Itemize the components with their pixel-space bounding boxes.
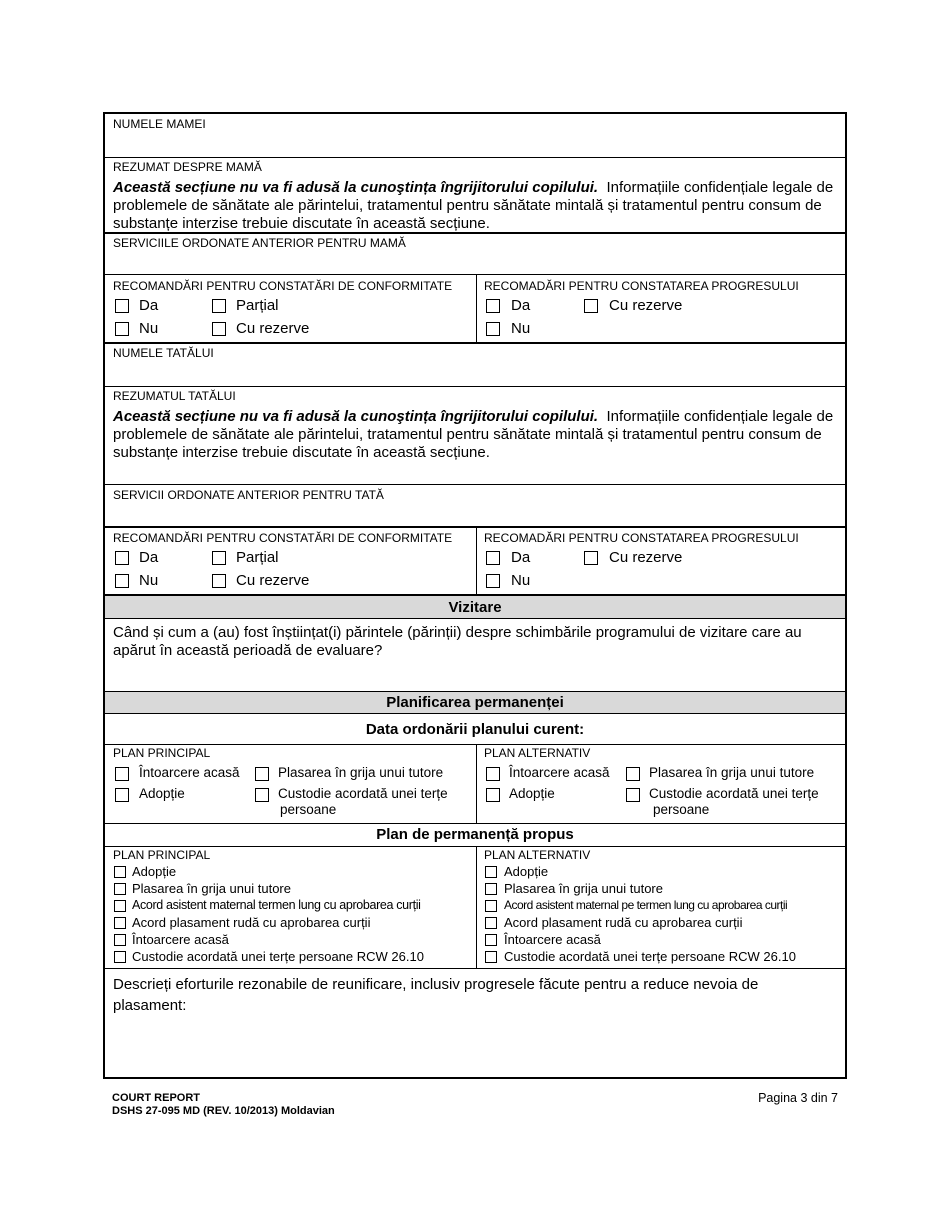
father-services-section[interactable] [105, 484, 845, 526]
footer-form-id: DSHS 27-095 MD (REV. 10/2013) Moldavian [112, 1105, 335, 1117]
option-custody-cont: persoane [280, 802, 337, 817]
father-recommendations [105, 526, 845, 594]
proposed-principal-custody-checkbox[interactable] [114, 951, 126, 963]
option-da: Da [511, 549, 531, 566]
proposed-principal-guardian-checkbox[interactable] [114, 883, 126, 895]
mother-compliance-partial-checkbox[interactable] [212, 299, 226, 313]
option-partial: Parțial [236, 549, 279, 566]
proposed-alternative-guardian: Plasarea în grija unui tutore [504, 881, 663, 896]
visitation-header [105, 594, 845, 618]
visitation-section[interactable] [105, 618, 845, 691]
father-progress-da-checkbox[interactable] [486, 551, 500, 565]
option-guardian: Plasarea în grija unui tutore [278, 765, 444, 780]
proposed-alternative-relative: Acord plasament rudă cu aprobarea curții [504, 915, 743, 930]
father-compliance-da-checkbox[interactable] [115, 551, 129, 565]
option-cu-rezerve: Cu rezerve [609, 297, 683, 314]
mother-services-label: SERVICIILE ORDONATE ANTERIOR PENTRU MAMĂ [113, 236, 406, 250]
permanency-header [105, 691, 845, 713]
principal-adoption-checkbox[interactable] [115, 788, 129, 802]
plan-alternativ-label: PLAN ALTERNATIV [484, 746, 591, 760]
principal-return-checkbox[interactable] [115, 767, 129, 781]
mother-compliance-cu-rezerve-checkbox[interactable] [212, 322, 226, 336]
proposed-principal-return-checkbox[interactable] [114, 934, 126, 946]
permanency-title: Planificarea permanenței [386, 694, 564, 711]
proposed-principal-adoption-checkbox[interactable] [114, 866, 126, 878]
option-nu: Nu [511, 320, 531, 337]
progress-label: RECOMADĂRI PENTRU CONSTATAREA PROGRESULUI [484, 531, 799, 545]
proposed-principal-custody: Custodie acordată unei terțe persoane RCW 26.10 [132, 949, 424, 964]
father-compliance-partial-checkbox[interactable] [212, 551, 226, 565]
mother-progress-nu-checkbox[interactable] [486, 322, 500, 336]
column-divider [476, 528, 477, 594]
father-confidential-bold: Această secțiune nu va fi adusă la cunoştința îngrijitorului copilului. [113, 408, 599, 425]
proposed-principal-return: Întoarcere acasă [132, 932, 229, 947]
option-cu-rezerve: Cu rezerve [236, 572, 310, 589]
plan-principal-label: PLAN PRINCIPAL [113, 848, 211, 862]
option-partial: Parțial [236, 297, 279, 314]
option-cu-rezerve: Cu rezerve [236, 320, 310, 337]
proposed-principal-guardian: Plasarea în grija unui tutore [132, 881, 291, 896]
father-compliance-cu-rezerve-checkbox[interactable] [212, 574, 226, 588]
option-return-home: Întoarcere acasă [509, 765, 610, 780]
compliance-label: RECOMANDĂRI PENTRU CONSTATĂRI DE CONFORMITATE [113, 531, 453, 545]
option-nu: Nu [139, 320, 159, 337]
mother-confidential-text: Informațiile confidențiale legale de problemele de sănătate ale părintelui, tratamentul pentru sănătate mintală și tratamentul pentru consum de substanțe interzise trebuie discutate în această secțiune. [113, 179, 834, 232]
mother-summary-label: REZUMAT DESPRE MAMĂ [113, 160, 262, 174]
proposed-alternative-foster-checkbox[interactable] [485, 900, 497, 912]
reunification-question: Descrieți eforturile rezonabile de reunificare, inclusiv progresele făcute pentru a reduce nevoia de plasament: [113, 976, 759, 1014]
principal-guardian-checkbox[interactable] [255, 767, 269, 781]
column-divider [476, 847, 477, 968]
column-divider [476, 275, 477, 342]
page-number: Pagina 3 din 7 [758, 1091, 838, 1105]
proposed-principal-adoption: Adopție [132, 864, 177, 879]
option-da: Da [139, 549, 159, 566]
father-name-section[interactable] [105, 342, 845, 386]
current-plan-date-section[interactable] [105, 713, 845, 744]
mother-recommendations [105, 274, 845, 342]
mother-progress-da-checkbox[interactable] [486, 299, 500, 313]
mother-confidential-note [113, 179, 835, 233]
proposed-alternative-custody: Custodie acordată unei terțe persoane RCW 26.10 [504, 949, 796, 964]
proposed-principal-relative: Acord plasament rudă cu aprobarea curții [132, 915, 371, 930]
alternative-custody-checkbox[interactable] [626, 788, 640, 802]
option-guardian: Plasarea în grija unui tutore [649, 765, 815, 780]
option-custody-cont: persoane [653, 802, 710, 817]
option-adoption: Adopție [509, 786, 555, 801]
father-progress-nu-checkbox[interactable] [486, 574, 500, 588]
progress-label: RECOMADĂRI PENTRU CONSTATAREA PROGRESULUI [484, 279, 799, 293]
mother-compliance-da-checkbox[interactable] [115, 299, 129, 313]
proposed-alternative-adoption-checkbox[interactable] [485, 866, 497, 878]
visitation-question: Când și cum a (au) fost înștiințat(i) părintele (părinții) despre schimbările programului de vizitare care au apărut în această perioadă de evaluare? [113, 624, 802, 659]
option-da: Da [511, 297, 531, 314]
mother-confidential-bold: Această secțiune nu va fi adusă la cunoştința îngrijitorului copilului. [113, 179, 599, 196]
proposed-principal-relative-checkbox[interactable] [114, 917, 126, 929]
mother-name-label: NUMELE MAMEI [113, 117, 206, 131]
alternative-guardian-checkbox[interactable] [626, 767, 640, 781]
current-plan-date-label: Data ordonării planului curent: [365, 721, 585, 738]
proposed-alternative-return: Întoarcere acasă [504, 932, 601, 947]
father-confidential-text: Informațiile confidențiale legale de problemele de sănătate ale părintelui, tratamentul pentru sănătate mintală și tratamentul pentru consum de substanțe interzise trebuie discutate în această secțiune. [113, 408, 834, 461]
mother-progress-cu-rezerve-checkbox[interactable] [584, 299, 598, 313]
alternative-adoption-checkbox[interactable] [486, 788, 500, 802]
court-report-form [103, 112, 847, 1079]
reunification-section[interactable] [105, 968, 845, 1077]
proposed-plan-title: Plan de permanență propus [376, 826, 574, 843]
current-plans [105, 744, 845, 823]
option-return-home: Întoarcere acasă [139, 765, 240, 780]
father-summary-label: REZUMATUL TATĂLUI [113, 389, 236, 403]
proposed-alternative-foster: Acord asistent maternal pe termen lung cu aprobarea curții [504, 898, 788, 912]
option-cu-rezerve: Cu rezerve [609, 549, 683, 566]
proposed-alternative-adoption: Adopție [504, 864, 549, 879]
compliance-label: RECOMANDĂRI PENTRU CONSTATĂRI DE CONFORMITATE [113, 279, 453, 293]
proposed-plan-header [105, 823, 845, 846]
plan-principal-label: PLAN PRINCIPAL [113, 746, 211, 760]
column-divider [476, 745, 477, 823]
proposed-alternative-return-checkbox[interactable] [485, 934, 497, 946]
option-custody: Custodie acordată unei terțe [278, 786, 448, 801]
proposed-principal-foster-checkbox[interactable] [114, 900, 126, 912]
option-adoption: Adopție [139, 786, 185, 801]
visitation-title: Vizitare [448, 599, 502, 616]
proposed-alternative-custody-checkbox[interactable] [485, 951, 497, 963]
father-confidential-note [113, 408, 835, 462]
footer-title: COURT REPORT [112, 1092, 200, 1104]
mother-compliance-nu-checkbox[interactable] [115, 322, 129, 336]
father-name-label: NUMELE TATĂLUI [113, 346, 214, 360]
proposed-principal-foster: Acord asistent maternal termen lung cu aprobarea curții [132, 898, 421, 912]
father-summary-section[interactable] [105, 386, 845, 484]
option-custody: Custodie acordată unei terțe [649, 786, 819, 801]
option-nu: Nu [139, 572, 159, 589]
proposed-plans [105, 846, 845, 968]
proposed-alternative-guardian-checkbox[interactable] [485, 883, 497, 895]
father-services-label: SERVICII ORDONATE ANTERIOR PENTRU TATĂ [113, 488, 384, 502]
father-compliance-nu-checkbox[interactable] [115, 574, 129, 588]
mother-services-section[interactable] [105, 232, 845, 274]
proposed-alternative-relative-checkbox[interactable] [485, 917, 497, 929]
principal-custody-checkbox[interactable] [255, 788, 269, 802]
father-progress-cu-rezerve-checkbox[interactable] [584, 551, 598, 565]
alternative-return-checkbox[interactable] [486, 767, 500, 781]
plan-alternativ-label: PLAN ALTERNATIV [484, 848, 591, 862]
option-nu: Nu [511, 572, 531, 589]
mother-summary-section[interactable] [105, 157, 845, 232]
mother-name-section[interactable] [105, 114, 845, 157]
option-da: Da [139, 297, 159, 314]
